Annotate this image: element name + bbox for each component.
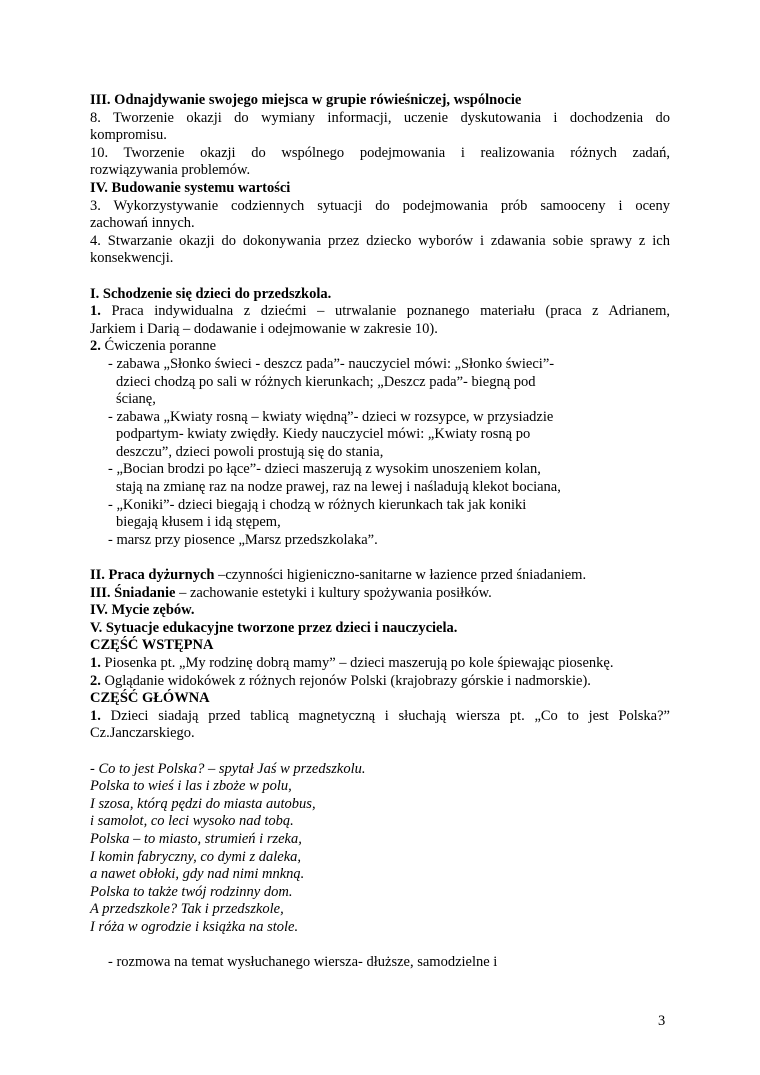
intro-item-2 [90,673,670,691]
point-2-number: 2. [90,338,101,355]
page-content [90,92,670,972]
exercise-3-line-2: stają na zmianę raz na nodze prawej, raz na lewej i naśladują klekot bociana, [116,479,561,496]
poem-line: a nawet obłoki, gdy nad nimi mnkną. [90,866,305,883]
main-item-1-number: 1. [90,707,101,724]
item-8-line-2: kompromisu. [90,127,167,144]
item-10-line-2: rozwiązywania problemów. [90,162,251,179]
spacer [90,549,670,567]
main-item-1-line-1 [90,708,670,726]
point-1-text: Praca indywidualna z dziećmi – utrwalanie poznanego materiału (praca z Adrianem, [100,303,670,320]
part-ii [90,567,670,585]
part-i-point-1-line-2: Jarkiem i Darią – dodawanie i odejmowanie w zakresie 10). [90,320,438,337]
poem-line: I szosa, którą pędzi do miasta autobus, [90,795,316,812]
point-1-number: 1. [90,303,101,320]
spacer [90,937,670,955]
exercise-5-line-1: - marsz przy piosence „Marsz przedszkolaka”. [108,531,378,548]
part-i-point-1-line-1 [90,303,670,321]
exercise-4-line-2: biegają kłusem i idą stępem, [116,514,281,531]
exercise-2-line-3: deszczu”, dzieci powoli prostują się do stania, [116,443,384,460]
item-8-line-1: 8. Tworzenie okazji do wymiany informacji, uczenie dyskutowania i dochodzenia do [90,109,670,126]
exercise-2-line-1: - zabawa „Kwiaty rosną – kwiaty więdną”- dzieci w rozsypce, w przysiadzie [108,408,554,425]
intro-item-1-text: Piosenka pt. „My rodzinę dobrą mamy” – dzieci maszerują po kole śpiewając piosenkę. [100,655,614,671]
part-ii-text: –czynności higieniczno-sanitarne w łazience przed śniadaniem. [214,567,587,584]
intro-item-2-text: Oglądanie widokówek z różnych rejonów Polski (krajobrazy górskie i nadmorskie). [100,672,591,689]
part-ii-heading: II. Praca dyżurnych [90,567,215,584]
poem-line: I komin fabryczny, co dymi z daleka, [90,848,302,865]
point-2-text: Ćwiczenia poranne [100,338,217,355]
exercise-1-line-3: ścianę, [116,391,156,408]
poem-line: Polska – to miasto, strumień i rzeka, [90,830,302,847]
item-3-line-1: 3. Wykorzystywanie codziennych sytuacji do podejmowania prób samooceny i oceny [90,197,670,214]
main-item-1-text: Dzieci siadają przed tablicą magnetyczną i słuchają wiersza pt. „Co to jest Polska?” [100,707,670,724]
spacer [90,743,670,761]
intro-item-2-number: 2. [90,672,101,689]
poem-line: I róża w ogrodzie i książka na stole. [90,918,299,935]
poem-line: Polska to także twój rodzinny dom. [90,883,293,900]
spacer [90,268,670,286]
exercise-1-line-1: - zabawa „Słonko świeci - deszcz pada”- nauczyciel mówi: „Słonko świeci”- [108,355,555,372]
part-i-heading: I. Schodzenie się dzieci do przedszkola. [90,285,332,302]
part-v-heading: V. Sytuacje edukacyjne tworzone przez dzieci i nauczyciela. [90,619,458,636]
intro-part-heading: CZĘŚĆ WSTĘPNA [90,637,214,654]
page-number: 3 [658,1013,666,1029]
section-iv-heading: IV. Budowanie systemu wartości [90,179,291,196]
exercise-4-line-1: - „Koniki”- dzieci biegają i chodzą w różnych kierunkach tak jak koniki [108,496,527,513]
intro-item-1 [90,655,670,673]
item-4-line-1: 4. Stwarzanie okazji do dokonywania przez dziecko wyborów i zdawania sobie sprawy z ich [90,232,670,249]
part-iii-text: – zachowanie estetyki i kultury spożywania posiłków. [175,584,492,601]
item-10-line-1: 10. Tworzenie okazji do wspólnego podejmowania i realizowania różnych zadań, [90,144,670,161]
part-iv-heading: IV. Mycie zębów. [90,602,195,619]
item-4-line-2: konsekwencji. [90,250,174,267]
section-iii-heading: III. Odnajdywanie swojego miejsca w grupie rówieśniczej, wspólnocie [90,92,522,108]
closing-line: - rozmowa na temat wysłuchanego wiersza- dłuższe, samodzielne i [108,954,498,971]
exercise-2-line-2: podpartym- kwiaty zwiędły. Kiedy nauczyciel mówi: „Kwiaty rosną po [116,426,531,443]
poem-line: - Co to jest Polska? – spytał Jaś w przedszkolu. [90,760,366,777]
part-i-point-2 [90,338,670,356]
poem-line: i samolot, co leci wysoko nad tobą. [90,813,294,830]
part-iii-heading: III. Śniadanie [90,584,176,601]
poem-line: A przedszkole? Tak i przedszkole, [90,901,284,918]
part-iii [90,585,670,603]
item-3-line-2: zachowań innych. [90,215,195,232]
main-item-1-line-2: Cz.Janczarskiego. [90,725,195,742]
intro-item-1-number: 1. [90,655,101,671]
exercise-3-line-1: - „Bocian brodzi po łące”- dzieci maszerują z wysokim unoszeniem kolan, [108,461,541,478]
poem-line: Polska to wieś i las i zboże w polu, [90,778,292,795]
exercise-1-line-2: dzieci chodzą po sali w różnych kierunkach; „Deszcz pada”- biegną pod [116,373,536,390]
main-part-heading: CZĘŚĆ GŁÓWNA [90,690,210,707]
